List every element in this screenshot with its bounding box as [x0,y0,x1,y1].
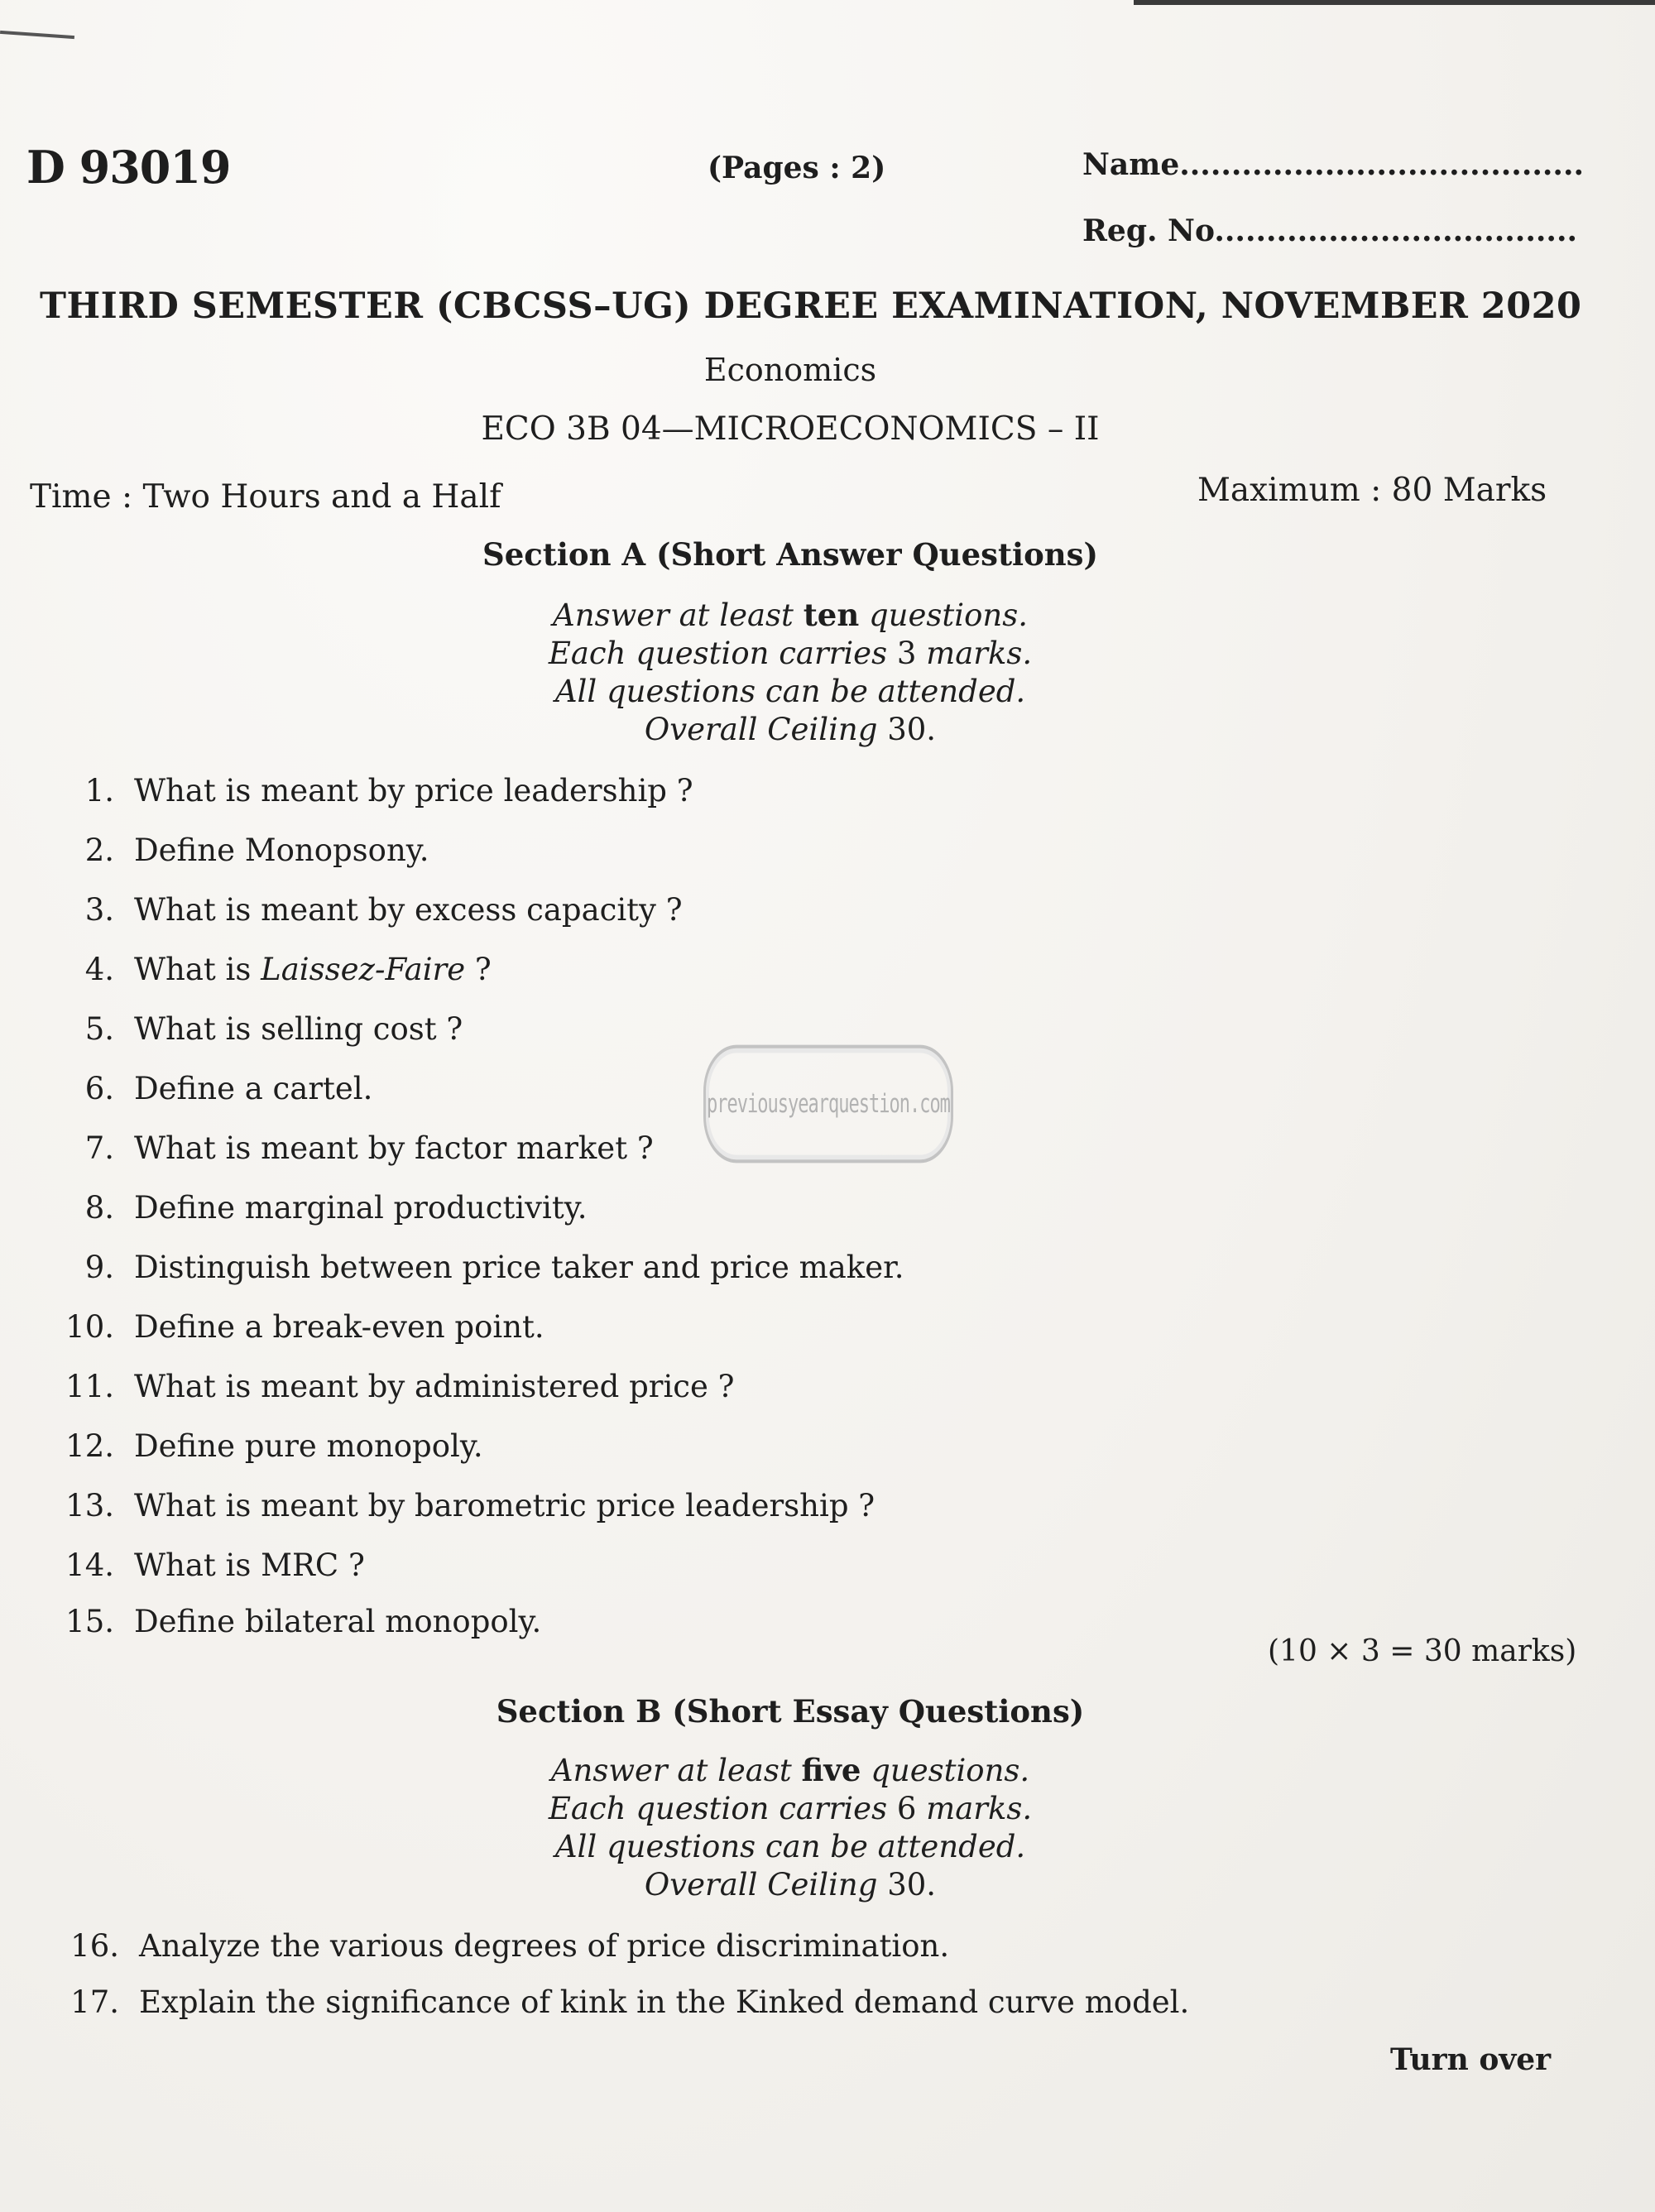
watermark: previousyearquestion.com [703,1045,953,1164]
question-item: 9. Distinguish between price taker and price maker. [84,1250,904,1285]
paper-title: ECO 3B 04—MICROECONOMICS – II [481,410,1100,448]
reg-no-field-line: Reg. No................................... [1082,214,1578,248]
time-allowed: Time : Two Hours and a Half [30,478,501,516]
question-item: 8. Define marginal productivity. [84,1190,588,1226]
section-a-marks: (10 × 3 = 30 marks) [1268,1634,1577,1668]
question-item: 10. Define a break-even point. [65,1309,544,1345]
question-item: 1. What is meant by price leadership ? [84,773,693,809]
question-item: 5. What is selling cost ? [84,1011,463,1047]
pen-mark [0,31,74,39]
section-b-instructions: Answer at least five questions. Each question carries 6 marks. All questions can be attended. Overall Ceiling 30. [548,1752,1033,1903]
question-item: 17. Explain the significance of kink in the Kinked demand curve model. [70,1984,1190,2020]
section-b-heading: Section B (Short Essay Questions) [496,1693,1085,1730]
exam-title: THIRD SEMESTER (CBCSS–UG) DEGREE EXAMINATION, NOVEMBER 2020 [40,285,1582,327]
turn-over-note: Turn over [1390,2042,1552,2077]
question-item: 3. What is meant by excess capacity ? [84,892,683,928]
maximum-marks: Maximum : 80 Marks [1197,472,1547,509]
page-edge-shadow [1134,0,1655,5]
name-field-line: Name....................................... [1082,147,1585,182]
question-item: 4. What is Laissez-Faire ? [84,952,492,987]
section-a-instructions: Answer at least ten questions. Each question carries 3 marks. All questions can be attended. Overall Ceiling 30. [548,597,1033,747]
question-item: 13. What is meant by barometric price leadership ? [65,1488,875,1523]
question-item: 7. What is meant by factor market ? [84,1130,654,1166]
subject-name: Economics [703,352,877,388]
question-item: 6. Define a cartel. [84,1071,373,1106]
question-item: 16. Analyze the various degrees of price discrimination. [70,1928,950,1964]
page-count: (Pages : 2) [708,151,886,185]
question-item: 2. Define Monopsony. [84,832,429,868]
question-item: 11. What is meant by administered price ? [65,1369,735,1404]
question-item: 12. Define pure monopoly. [65,1428,483,1464]
section-a-heading: Section A (Short Answer Questions) [482,536,1099,573]
question-paper-code: D 93019 [26,141,231,194]
question-item: 14. What is MRC ? [65,1547,365,1583]
question-item: 15. Define bilateral monopoly. [65,1604,542,1639]
